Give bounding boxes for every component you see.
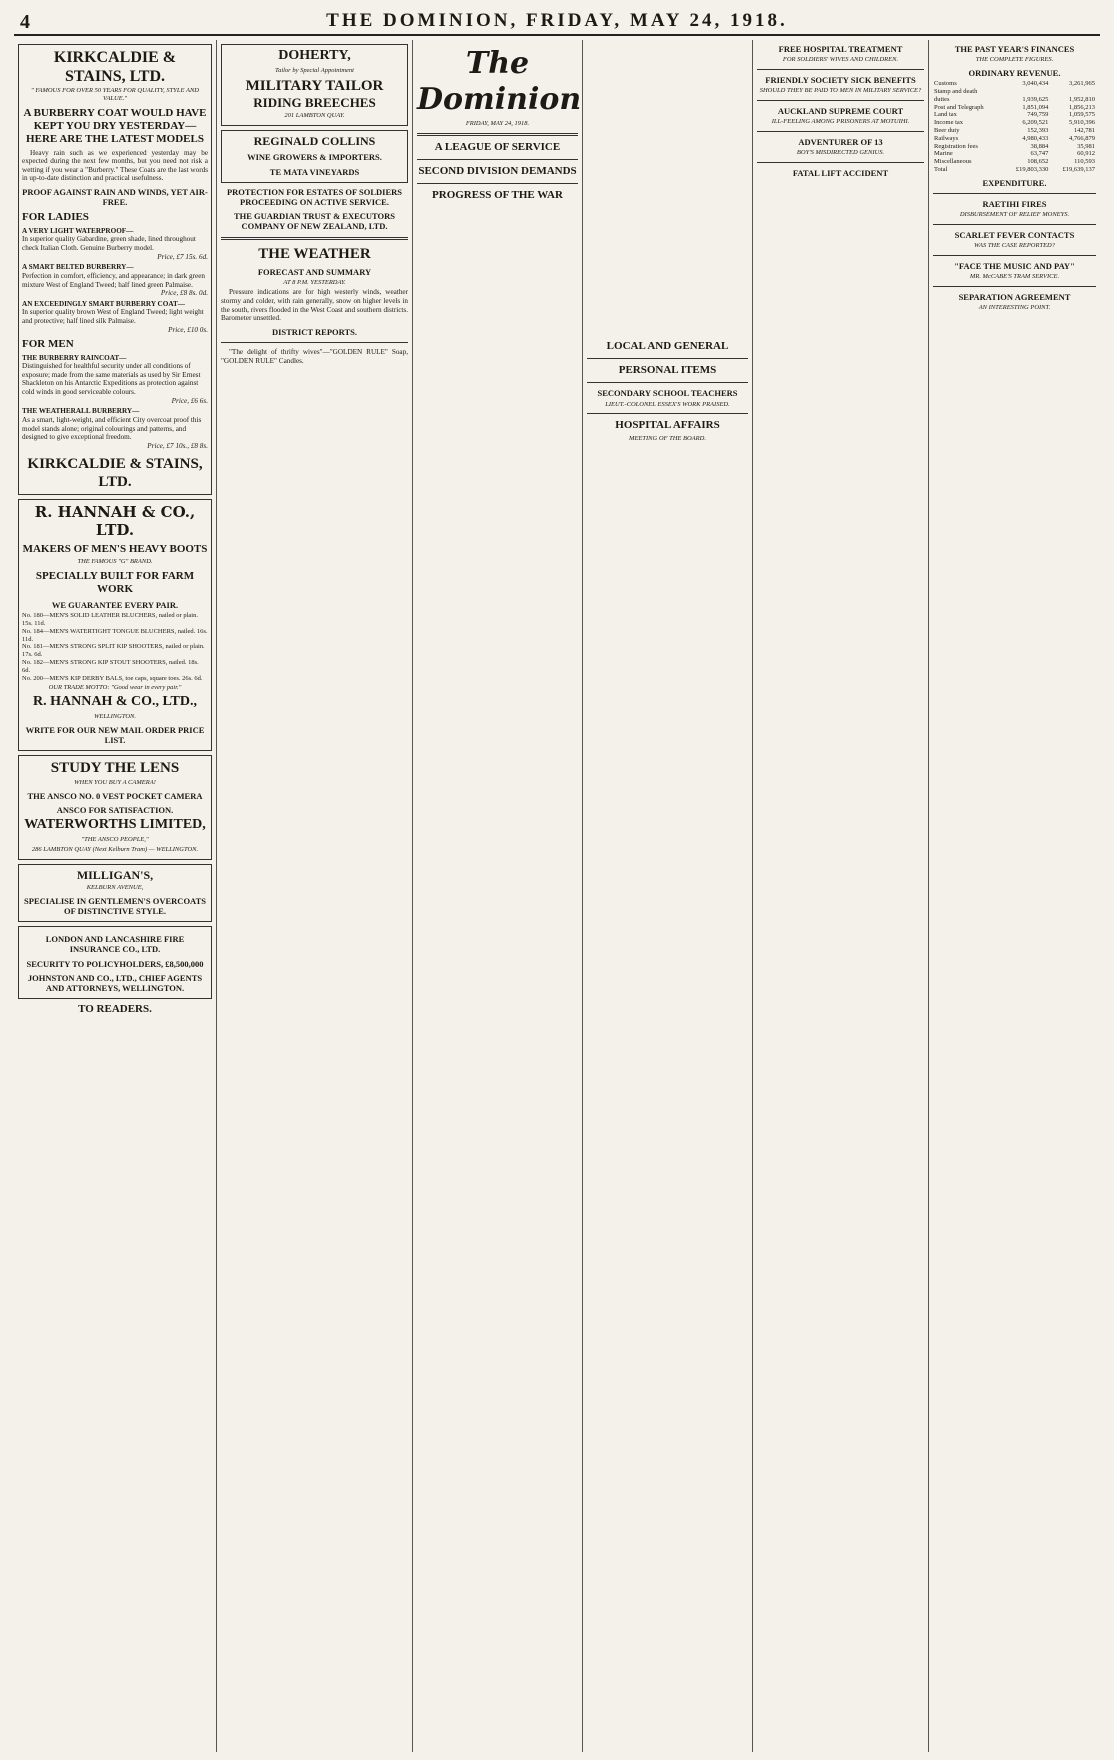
item-desc: Distinguished for healthful security under all conditions of exposure; made from the same materials as used by Sir Ernest Shackleton on his Antarctic Expeditions as protection against cold winds in good serviceable colours. bbox=[22, 362, 201, 397]
item-price: Price, £7 15s. 6d. bbox=[157, 252, 208, 261]
kirkcaldie-tagline: " FAMOUS FOR OVER 50 YEARS FOR QUALITY, STYLE AND VALUE." bbox=[30, 87, 199, 103]
hannah-item: No. 182—MEN'S STRONG KIP STOUT SHOOTERS, nailed. 18s. 6d. bbox=[22, 658, 199, 674]
hannah-item: No. 184—MEN'S WATERTIGHT TONGUE BLUCHERS, nailed. 16s. 11d. bbox=[22, 627, 208, 643]
table-row bbox=[933, 111, 1096, 119]
raetihi-heading: RAETIHI FIRES bbox=[982, 198, 1047, 209]
separation-heading: SEPARATION AGREEMENT bbox=[958, 291, 1071, 302]
item-price: Price, £7 10s., £8 8s. bbox=[147, 441, 208, 450]
table-row bbox=[933, 104, 1096, 112]
row-label: Customs bbox=[934, 80, 957, 88]
golden-rule-ad: "The delight of thrifty wives"—"GOLDEN RULE" Soap, "GOLDEN RULE" Candles. bbox=[221, 348, 408, 365]
row-value: 1,939,625 bbox=[1022, 95, 1049, 103]
doherty-title: DOHERTY, bbox=[278, 48, 351, 63]
row-value: 4,980,433 bbox=[1022, 134, 1049, 142]
row-value: £19,803,330 bbox=[1015, 165, 1049, 173]
separator bbox=[417, 183, 578, 184]
secondary-sub: LIEUT.-COLONEL ESSEX'S WORK PRAISED. bbox=[605, 400, 730, 408]
weather-time: AT 8 P.M. YESTERDAY. bbox=[283, 278, 346, 286]
column-1-ads bbox=[14, 40, 216, 1752]
milligans-sub: SPECIALISE IN GENTLEMEN'S OVERCOATS OF DISTINCTIVE STYLE. bbox=[24, 895, 206, 916]
row-value: 1,851,094 bbox=[1022, 103, 1049, 111]
row-value: 1,952,810 bbox=[1069, 95, 1095, 103]
milligans-ad bbox=[18, 864, 212, 923]
hospital-sub: MEETING OF THE BOARD. bbox=[629, 434, 706, 442]
collins-ad bbox=[221, 130, 408, 183]
ansco-heading: THE ANSCO NO. 0 VEST POCKET CAMERA bbox=[27, 790, 203, 801]
doherty-address: 201 LAMBTON QUAY. bbox=[284, 112, 345, 120]
row-label: Land tax bbox=[934, 111, 957, 119]
row-label: duties bbox=[934, 95, 950, 103]
item-name: THE WEATHERALL BURBERRY— bbox=[22, 407, 140, 416]
column-6-news bbox=[929, 40, 1100, 1752]
row-value: 3,261,965 bbox=[1069, 80, 1095, 88]
page-number: 4 bbox=[20, 11, 30, 33]
ansco-note: ANSCO FOR SATISFACTION. bbox=[56, 805, 174, 816]
kirkcaldie-footer: KIRKCALDIE & STAINS, LTD. bbox=[27, 455, 203, 490]
separator bbox=[221, 342, 408, 343]
row-label: Registration fees bbox=[934, 142, 978, 150]
separator bbox=[587, 382, 748, 383]
row-label: Income tax bbox=[934, 119, 964, 127]
separation-sub: AN INTERESTING POINT. bbox=[978, 304, 1051, 312]
separator bbox=[757, 131, 924, 132]
adventurer-heading: ADVENTURER OF 13 bbox=[798, 136, 883, 147]
burberry-proof: PROOF AGAINST RAIN AND WINDS, YET AIR-FREE. bbox=[22, 187, 208, 208]
row-value: 152,393 bbox=[1027, 126, 1049, 134]
row-value: 108,652 bbox=[1027, 158, 1049, 166]
ladies-item bbox=[22, 300, 208, 335]
milligans-address: KELBURN AVENUE, bbox=[86, 884, 144, 892]
hannah-motto: OUR TRADE MOTTO: "Good wear in every pair." bbox=[48, 684, 182, 692]
waterworths-address: 286 LAMBTON QUAY (Next Kelburn Tram) — WELLINGTON. bbox=[31, 845, 199, 853]
item-desc: As a smart, light-weight, and efficient City overcoat proof this model stands alone; original colourings and patterns, and designed to give exceptional freedom. bbox=[22, 416, 202, 442]
row-value: 110,593 bbox=[1074, 158, 1095, 166]
hannah-title: R. HANNAH & CO., LTD. bbox=[34, 502, 196, 539]
riding-breeches: RIDING BREECHES bbox=[253, 94, 376, 110]
separator bbox=[933, 224, 1096, 225]
separator bbox=[587, 413, 748, 414]
table-row bbox=[933, 135, 1096, 143]
row-value: 5,910,396 bbox=[1069, 119, 1095, 127]
row-value: 38,884 bbox=[1030, 142, 1049, 150]
row-value: £19,639,137 bbox=[1062, 165, 1095, 173]
raetihi-sub: DISBURSEMENT OF RELIEF MONEYS. bbox=[959, 211, 1070, 219]
ansco-ad bbox=[18, 755, 212, 860]
editorial-date: FRIDAY, MAY 24, 1918. bbox=[465, 120, 530, 127]
waterworths-sub: "THE ANSCO PEOPLE," bbox=[81, 836, 149, 844]
men-item bbox=[22, 354, 208, 406]
hannah-footer: R. HANNAH & CO., LTD., bbox=[33, 694, 197, 710]
table-row bbox=[933, 88, 1096, 96]
table-row bbox=[933, 96, 1096, 104]
row-value: 4,766,879 bbox=[1069, 134, 1095, 142]
hannah-ad bbox=[18, 499, 212, 751]
personal-heading: PERSONAL ITEMS bbox=[618, 364, 717, 377]
table-row bbox=[933, 80, 1096, 88]
hospital-heading: HOSPITAL AFFAIRS bbox=[615, 419, 720, 432]
london-title: LONDON AND LANCASHIRE FIRE INSURANCE CO., LTD. bbox=[45, 934, 185, 955]
progress-heading: PROGRESS OF THE WAR bbox=[432, 189, 563, 202]
column-2-ads bbox=[217, 40, 412, 1752]
item-price: Price, £10 0s. bbox=[168, 325, 208, 334]
table-row bbox=[933, 158, 1096, 166]
military-tailor: MILITARY TAILOR bbox=[245, 77, 384, 94]
row-label: Stamp and death bbox=[934, 87, 978, 95]
separator bbox=[933, 193, 1096, 194]
auckland-heading: AUCKLAND SUPREME COURT bbox=[777, 105, 904, 116]
row-value bbox=[1049, 88, 1096, 96]
row-label: Post and Telegraph bbox=[934, 103, 984, 111]
friendly-sub: SHOULD THEY BE PAID TO MEN IN MILITARY SERVICE? bbox=[759, 87, 922, 95]
free-hospital-sub: FOR SOLDIERS' WIVES AND CHILDREN. bbox=[782, 56, 899, 64]
row-value bbox=[1003, 88, 1050, 96]
secondary-heading: SECONDARY SCHOOL TEACHERS bbox=[597, 388, 738, 399]
collins-agents: TE MATA VINEYARDS bbox=[269, 166, 360, 177]
row-value: 1,856,213 bbox=[1069, 103, 1095, 111]
hannah-farm: SPECIALLY BUILT FOR FARM WORK bbox=[35, 569, 195, 595]
item-desc: In superior quality brown West of England Tweed; light weight and protective; half lined silk Palmaise. bbox=[22, 308, 204, 326]
table-row bbox=[933, 143, 1096, 151]
table-row bbox=[933, 127, 1096, 135]
local-heading: LOCAL AND GENERAL bbox=[606, 340, 729, 352]
guardian-title: THE GUARDIAN TRUST & EXECUTORS COMPANY OF NEW ZEALAND, LTD. bbox=[233, 211, 396, 232]
row-label: Beer duty bbox=[934, 126, 960, 134]
ladies-item bbox=[22, 227, 208, 262]
separator bbox=[757, 162, 924, 163]
separator bbox=[417, 133, 578, 136]
burberry-intro: Heavy rain such as we experienced yesterday may be expected during the next few months, but you need not risk a wetting if you wear a "Burberry." These Coats are the last words in up-to-date distinction and practical usefulness. bbox=[22, 148, 208, 183]
milligans-title: MILLIGAN'S, bbox=[76, 867, 154, 882]
item-name: A SMART BELTED BURBERRY— bbox=[22, 263, 134, 272]
newspaper-title: THE DOMINION, FRIDAY, MAY 24, 1918. bbox=[326, 10, 788, 31]
item-desc: In superior quality Gabardine, green shade, lined throughout check Italian Cloth. Genuine Burberry model. bbox=[22, 235, 196, 252]
finances-sub: THE COMPLETE FIGURES. bbox=[975, 56, 1054, 64]
to-readers-heading: TO READERS. bbox=[78, 1003, 152, 1016]
column-5-news bbox=[753, 40, 928, 1752]
separator bbox=[933, 255, 1096, 256]
separator bbox=[417, 159, 578, 160]
masthead bbox=[14, 8, 1100, 36]
music-sub: MR. McCABE'S TRAM SERVICE. bbox=[969, 273, 1060, 281]
table-row bbox=[933, 119, 1096, 127]
waterworths-title: WATERWORTHS LIMITED, bbox=[24, 817, 206, 833]
column-4-news bbox=[583, 40, 752, 1752]
editorial-masthead: The Dominion bbox=[417, 46, 582, 117]
hannah-item: No. 200—MEN'S KIP DERBY BALS, toe caps, square toes. 26s. 6d. bbox=[22, 674, 203, 682]
finances-heading: THE PAST YEAR'S FINANCES bbox=[954, 44, 1075, 54]
hannah-guarantee: WE GUARANTEE EVERY PAIR. bbox=[51, 599, 179, 610]
scarlet-heading: SCARLET FEVER CONTACTS bbox=[954, 229, 1075, 240]
london-security: SECURITY TO POLICYHOLDERS, £8,500,000 bbox=[26, 958, 204, 969]
item-name: A VERY LIGHT WATERPROOF— bbox=[22, 226, 134, 235]
row-label: Miscellaneous bbox=[934, 158, 972, 166]
row-value: 60,912 bbox=[1077, 150, 1095, 158]
protection-heading: PROTECTION FOR ESTATES OF SOLDIERS PROCEEDING ON ACTIVE SERVICE. bbox=[226, 186, 403, 207]
weather-heading: THE WEATHER bbox=[258, 245, 371, 262]
column-3-editorial bbox=[413, 40, 582, 1752]
doherty-ad bbox=[221, 44, 408, 126]
row-value: 6,209,521 bbox=[1022, 119, 1049, 127]
scarlet-sub: WAS THE CASE REPORTED? bbox=[974, 242, 1055, 250]
row-value: 63,747 bbox=[1030, 150, 1049, 158]
friendly-heading: FRIENDLY SOCIETY SICK BENEFITS bbox=[765, 74, 916, 85]
row-value: 749,759 bbox=[1027, 111, 1049, 119]
ladies-item bbox=[22, 263, 208, 298]
row-value: 1,059,575 bbox=[1069, 111, 1095, 119]
weather-sub: FORECAST AND SUMMARY bbox=[257, 266, 372, 277]
revenue-table bbox=[933, 80, 1096, 174]
hannah-item: No. 181—MEN'S STRONG SPLIT KIP SHOOTERS, nailed or plain. 17s. 6d. bbox=[22, 643, 205, 659]
row-value: 3,040,434 bbox=[1022, 80, 1049, 88]
free-hospital-heading: FREE HOSPITAL TREATMENT bbox=[778, 44, 903, 54]
item-name: AN EXCEEDINGLY SMART BURBERRY COAT— bbox=[22, 299, 185, 308]
item-price: Price, £6 6s. bbox=[171, 396, 208, 405]
row-value: 142,781 bbox=[1073, 126, 1095, 134]
item-name: THE BURBERRY RAINCOAT— bbox=[22, 353, 127, 362]
men-item bbox=[22, 407, 208, 450]
london-lancashire-ad bbox=[18, 926, 212, 999]
row-value: 35,981 bbox=[1077, 142, 1095, 150]
table-row bbox=[933, 150, 1096, 158]
hannah-item: No. 180—MEN'S SOLID LEATHER BLUCHERS, nailed or plain. 15s. 11d. bbox=[22, 612, 198, 627]
hannah-price-list: WRITE FOR OUR NEW MAIL ORDER PRICE LIST. bbox=[25, 724, 205, 745]
doherty-tailor: Tailor by Special Appointment bbox=[275, 66, 354, 74]
league-heading: A LEAGUE OF SERVICE bbox=[434, 140, 561, 153]
row-label: Total bbox=[934, 165, 948, 173]
item-price: Price, £8 8s. 0d. bbox=[160, 289, 208, 298]
kirkcaldie-title: KIRKCALDIE & STAINS, LTD. bbox=[53, 49, 177, 86]
district-reports: DISTRICT REPORTS. bbox=[271, 327, 358, 338]
lens-heading: STUDY THE LENS bbox=[50, 760, 180, 777]
adventurer-sub: BOY'S MISDIRECTED GENIUS. bbox=[796, 149, 885, 157]
music-heading: "FACE THE MUSIC AND PAY" bbox=[954, 260, 1075, 271]
item-desc: Perfection in comfort, efficiency, and appearance; in dark green mixture West of England Tweed; half lined green Palmaise. bbox=[22, 271, 205, 289]
ordinary-revenue-heading: ORDINARY REVENUE. bbox=[968, 67, 1061, 78]
lens-sub: WHEN YOU BUY A CAMERA! bbox=[74, 779, 156, 787]
for-men-heading: FOR MEN bbox=[22, 338, 74, 351]
separator bbox=[587, 358, 748, 359]
separator bbox=[221, 237, 408, 240]
collins-sub: WINE GROWERS & IMPORTERS. bbox=[247, 152, 382, 163]
kirkcaldie-ad bbox=[18, 44, 212, 495]
auckland-sub: ILL-FEELING AMONG PRISONERS AT MOTUIHI. bbox=[771, 118, 910, 126]
for-ladies-heading: FOR LADIES bbox=[22, 211, 89, 224]
hannah-makers: MAKERS OF MEN'S HEAVY BOOTS bbox=[22, 542, 208, 555]
hannah-brand: THE FAMOUS "G" BRAND. bbox=[77, 557, 153, 565]
row-label: Railways bbox=[934, 134, 959, 142]
johnston-agents: JOHNSTON AND CO., LTD., CHIEF AGENTS AND ATTORNEYS, WELLINGTON. bbox=[27, 972, 203, 993]
second-division-heading: SECOND DIVISION DEMANDS bbox=[418, 164, 577, 177]
row-label: Marine bbox=[934, 150, 953, 158]
weather-text: Pressure indications are for high westerly winds, weather stormy and colder, with rain generally, snow on higher levels in the south, rivers flooded in the West Coast and southern districts. Barometer unsettled. bbox=[221, 288, 408, 323]
table-row bbox=[933, 166, 1096, 174]
separator bbox=[757, 69, 924, 70]
collins-title: REGINALD COLLINS bbox=[253, 133, 376, 148]
burberry-headline: A BURBERRY COAT WOULD HAVE KEPT YOU DRY YESTERDAY— HERE ARE THE LATEST MODELS bbox=[23, 106, 207, 146]
separator bbox=[757, 100, 924, 101]
hannah-city: WELLINGTON. bbox=[94, 712, 136, 720]
separator bbox=[933, 286, 1096, 287]
fatal-lift-heading: FATAL LIFT ACCIDENT bbox=[792, 167, 889, 178]
expenditure-heading: EXPENDITURE. bbox=[982, 177, 1047, 188]
